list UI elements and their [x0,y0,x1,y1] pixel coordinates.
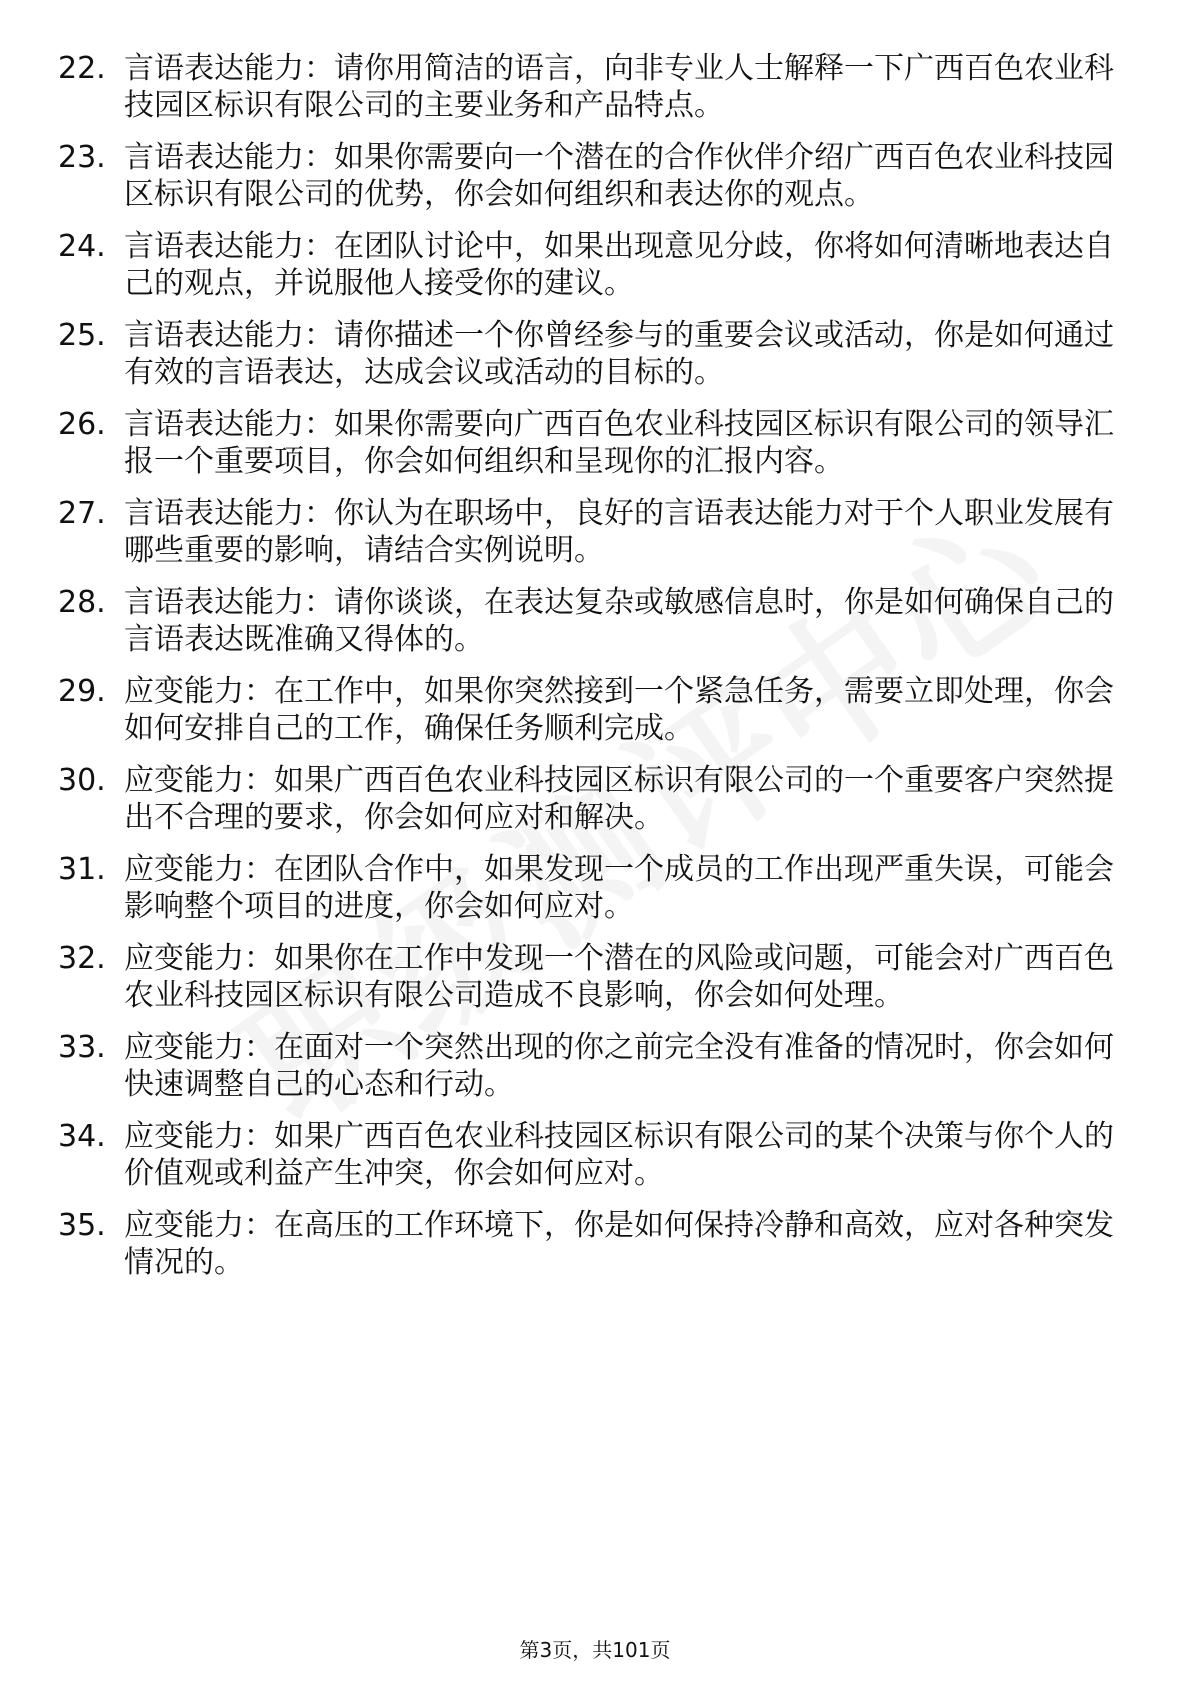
question-list [58,50,1118,1296]
question-number: 32. [58,941,106,976]
question-number: 31. [58,852,106,887]
list-item [58,495,1118,569]
question-number: 30. [58,763,106,798]
list-item [58,228,1118,302]
question-number: 28. [58,585,106,620]
question-text: 言语表达能力：请你用简洁的语言，向非专业人士解释一下广西百色农业科技园区标识有限公司的主要业务和产品特点。 [124,51,1114,123]
question-text: 言语表达能力：请你谈谈，在表达复杂或敏感信息时，你是如何确保自己的言语表达既准确又得体的。 [124,585,1114,657]
question-number: 26. [58,407,106,442]
list-item [58,139,1118,213]
question-text: 应变能力：在工作中，如果你突然接到一个紧急任务，需要立即处理，你会如何安排自己的工作，确保任务顺利完成。 [124,674,1114,746]
question-text: 言语表达能力：在团队讨论中，如果出现意见分歧，你将如何清晰地表达自己的观点，并说服他人接受你的建议。 [124,229,1114,301]
question-text: 应变能力：在团队合作中，如果发现一个成员的工作出现严重失误，可能会影响整个项目的进度，你会如何应对。 [124,852,1114,924]
list-item [58,673,1118,747]
list-item [58,851,1118,925]
question-number: 29. [58,674,106,709]
list-item [58,1029,1118,1103]
list-item [58,1207,1118,1281]
list-item [58,762,1118,836]
question-text: 应变能力：如果广西百色农业科技园区标识有限公司的一个重要客户突然提出不合理的要求，你会如何应对和解决。 [124,763,1114,835]
question-text: 言语表达能力：如果你需要向广西百色农业科技园区标识有限公司的领导汇报一个重要项目，你会如何组织和呈现你的汇报内容。 [124,407,1114,479]
question-number: 24. [58,229,106,264]
question-number: 23. [58,140,106,175]
question-number: 35. [58,1208,106,1243]
question-number: 25. [58,318,106,353]
list-item [58,406,1118,480]
question-number: 34. [58,1119,106,1154]
question-text: 应变能力：在高压的工作环境下，你是如何保持冷静和高效，应对各种突发情况的。 [124,1208,1114,1280]
list-item [58,940,1118,1014]
question-number: 22. [58,51,106,86]
list-item [58,50,1118,124]
list-item [58,317,1118,391]
question-text: 言语表达能力：请你描述一个你曾经参与的重要会议或活动，你是如何通过有效的言语表达，达成会议或活动的目标的。 [124,318,1114,390]
question-text: 应变能力：如果广西百色农业科技园区标识有限公司的某个决策与你个人的价值观或利益产生冲突，你会如何应对。 [124,1119,1114,1191]
page-number: 第3页，共101页 [519,1638,671,1662]
question-text: 言语表达能力：你认为在职场中，良好的言语表达能力对于个人职业发展有哪些重要的影响，请结合实例说明。 [124,496,1114,568]
question-text: 应变能力：如果你在工作中发现一个潜在的风险或问题，可能会对广西百色农业科技园区标识有限公司造成不良影响，你会如何处理。 [124,941,1114,1013]
question-number: 27. [58,496,106,531]
question-number: 33. [58,1030,106,1065]
question-text: 言语表达能力：如果你需要向一个潜在的合作伙伴介绍广西百色农业科技园区标识有限公司的优势，你会如何组织和表达你的观点。 [124,140,1114,212]
question-text: 应变能力：在面对一个突然出现的你之前完全没有准备的情况时，你会如何快速调整自己的心态和行动。 [124,1030,1114,1102]
list-item [58,1118,1118,1192]
list-item [58,584,1118,658]
